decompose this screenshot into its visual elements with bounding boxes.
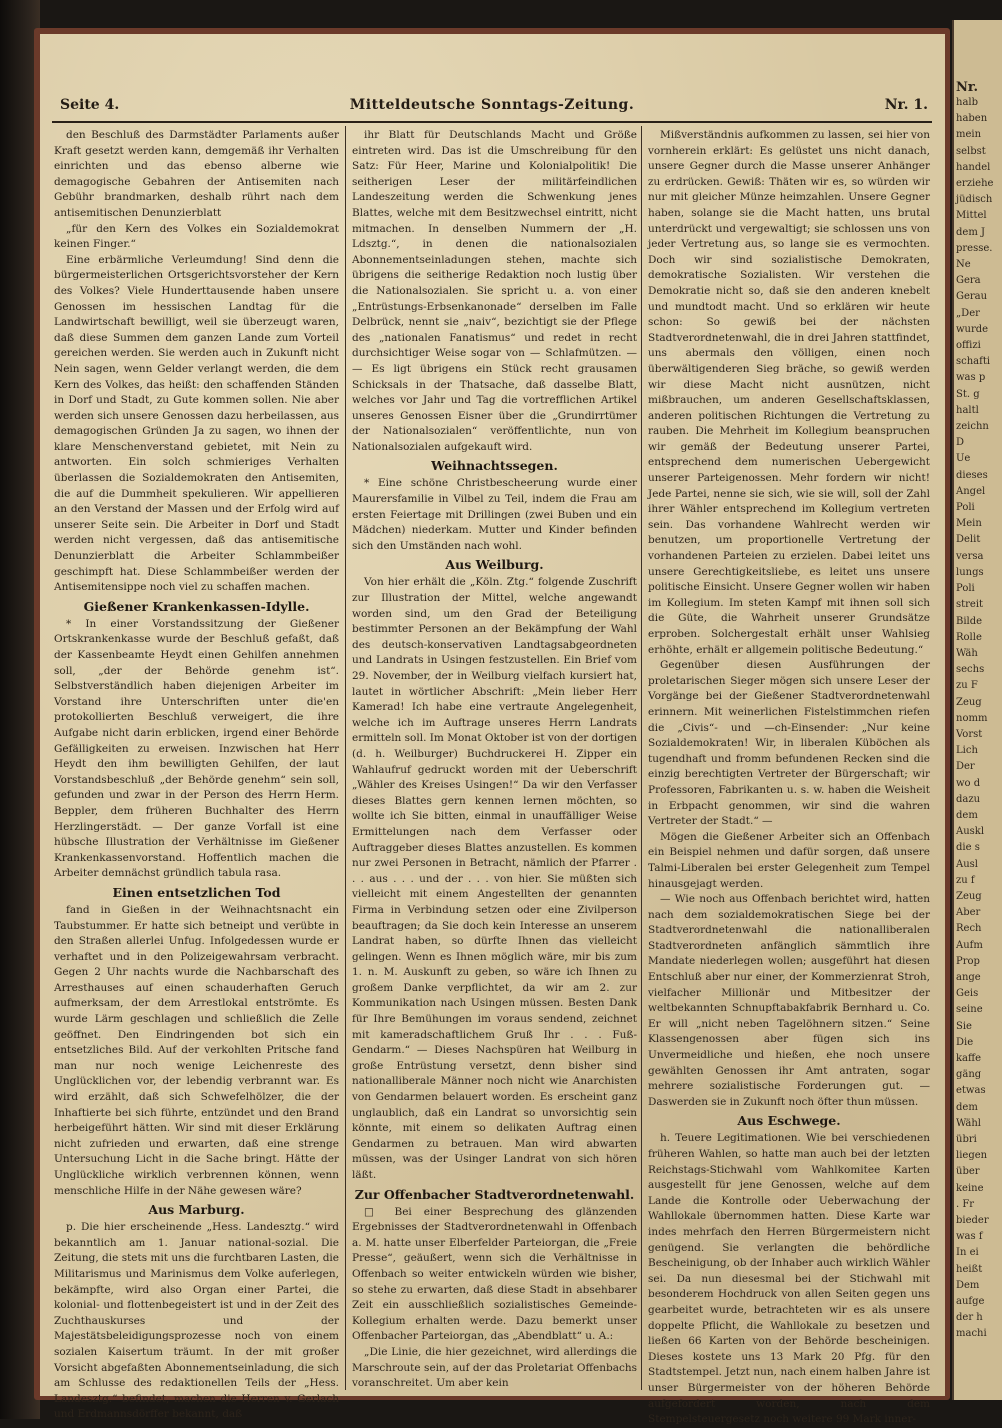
adjacent-page-line: der h	[956, 1312, 983, 1324]
article-paragraph: ihr Blatt für Deutschlands Macht und Größe eintreten wird. Das ist die Umschreibung für den Satz: Für Heer, Marine und Kolonialpolitik! Die seitherigen Leser der militärfeindlichen Landeszeitung werden die Schwenkung jenes Blattes, welche mit dem Besitzwechsel eintritt, nicht mitmachen. In denselben Nummern der „H. Ldsztg.“, in denen die nationalsozialen Abonnementseinladungen stehen, machte sich übrigens die seitherige Redaktion noch lustig über die Nationalsozialen. Sie spricht u. a. von einer „Entrüstungs-Erbsenkanonade“ derselben im Falle Delbrück, nennt sie „naiv“, bezichtigt sie der Pflege des „nationalen Fanatismus“ und redet in recht durchsichtiger Weise sogar von — Schlafmützen. — — Es ligt übrigens ein Stück recht grausamen Schicksals in der Thatsache, daß dasselbe Blatt, welches vor Jahr und Tag die vortrefflichen Artikel unseres Genossen Eisner über die „Grundirrtümer der Nationalsozialen“ veröffentlichte, nun von Nationalsozialen aufgekauft wird.	[352, 129, 637, 453]
adjacent-page-line: zu F	[956, 680, 978, 692]
adjacent-page-line: Aber	[956, 907, 981, 919]
adjacent-page-line: Mittel	[956, 210, 987, 222]
adjacent-page-line: Wäh	[956, 647, 978, 659]
adjacent-page-line: Wähl	[956, 1117, 982, 1129]
adjacent-page-line: Der	[956, 761, 975, 773]
adjacent-page-line: Geis	[956, 988, 979, 1000]
article-paragraph: den Beschluß des Darmstädter Parlaments außer Kraft gesetzt werden kann, demgemäß ihr Verhalten einrichten und das ebenso alberne wie demagogische Gebahren der Antisemiten nach Gebühr brandmarken, deshalb rührt nach dem antisemitischen Denunzierblatt	[54, 129, 339, 219]
newspaper-page	[40, 34, 945, 1426]
issue-number: Nr. 1.	[884, 97, 928, 113]
adjacent-page-line: erziehe	[956, 178, 994, 190]
adjacent-page-line: gäng	[956, 1069, 982, 1081]
article-paragraph: Von hier erhält die „Köln. Ztg.“ folgende Zuschrift zur Illustration der Mittel, welche angewandt worden sind, um den Grad der Beteiligung bestimmter Personen an der Bekämpfung der Wahl des deutsch-konservativen Landtagsabgeordneten und Landrats in Usingen festzustellen. Ein Brief vom 29. November, der in Weilburg vielfach kursiert hat, lautet in wörtlicher Abschrift: „Mein lieber Herr Kamerad! Ich habe eine vertraute Angelegenheit, welche ich im Auftrage unseres Herrn Landrats ermitteln soll. Im Monat Oktober ist von der dortigen (d. h. Weilburger) Buchdruckerei H. Zipper ein Wahlaufruf gedruckt worden mit der Ueberschrift „Wähler des Kreises Usingen!“ Da wir den Verfasser dieses Blattes gern kennen lernen möchten, so wollte ich Sie bitten, einmal in unauffälliger Weise Ermittelungen nach dem Verfasser oder Auftraggeber dieses Blattes anzustellen. Es kommen nur zwei Personen in Betracht, nämlich der Pfarrer . . . aus . . . und der . . . von hier. Sie müßten sich vielleicht mit einem Angestellten der genannten Firma in Verbindung setzen oder eine Zivilperson beauftragen; da Sie doch kein Interesse an unserem Landrat haben, so dürfte Ihnen das vielleicht gelingen. Wenn es Ihnen möglich wäre, mir bis zum 1. n. M. Auskunft zu geben, so wäre ich Ihnen zu großem Danke verpflichtet, da wir am 2. zur Kommunikation nach Usingen müssen. Besten Dank für Ihre Bemühungen im voraus sendend, zeichnet mit kameradschaftlichem Gruß Ihr . . . Fuß-Gendarm.“ — Dieses Nachspüren hat Weilburg in große Entrüstung versetzt, denn bisher sind nationalliberale Männer noch nicht wie Anarchisten von Gendarmen belauert worden. Es erscheint ganz unglaublich, daß ein Landrat so unvorsichtig sein könnte, mit einem so delikaten Auftrag einen Gendarmen zu betrauen. Man wird abwarten müssen, was der Usinger Landrat von sich hören läßt.	[352, 576, 637, 1181]
adjacent-page-line: Zeug	[956, 890, 982, 902]
page-label: Seite 4.	[60, 97, 120, 113]
adjacent-page-line: haltl	[956, 404, 979, 416]
adjacent-page-line: über	[956, 1166, 980, 1178]
adjacent-page-line: Rech	[956, 923, 982, 935]
article-paragraph: fand in Gießen in der Weihnachtsnacht ein Taubstummer. Er hatte sich betneipt und verübte in den Straßen allerlei Unfug. Infolgedessen wurde er verhaftet und in den Polizeigewahrsam verbracht. Gegen 2 Uhr nachts wurde die Nachbarschaft des Arresthauses auf einen schauderhaften Geruch aufmerksam, der dem Arrestlokal entströmte. Es wurde Lärm geschlagen und schließlich die Zelle geöffnet. Den Eindringenden bot sich ein entsetzliches Bild. Auf der verkohlten Pritsche fand man nur noch wenige Leichenreste des Unglücklichen vor, der lebendig verbrannt war. Es wird erzählt, daß sich Schwefelhölzer, die der Inhaftierte bei sich führte, entzündet und den Brand herbeigeführt hätten. Wir sind mit dieser Erklärung nicht zufrieden und erwarten, daß eine strenge Untersuchung Licht in die Sache bringt. Hätte der Unglückliche wirklich verbrennen können, wenn menschliche Hilfe in der Nähe gewesen wäre?	[54, 903, 339, 1197]
adjacent-page-line: Die	[956, 1036, 974, 1048]
article-heading: Aus Eschwege.	[737, 1113, 841, 1129]
article-paragraph: Mißverständnis aufkommen zu lassen, sei hier von vornherein erklärt: Es gelüstet uns nicht danach, unsere Gegner durch die Masse unserer Anhänger zu erdrücken. Gewiß: Thäten wir es, so würden wir nur mit gleicher Münze heimzahlen. Unsere Gegner haben, solange sie die Macht hatten, uns brutal unterdrückt und vergewaltigt; sie schlossen uns von jeder Vertretung aus, so lange sie es vermochten. Doch wir sind sozialistische Demokraten, demokratische Sozialisten. Wir verstehen die Demokratie nicht so, daß sie den anderen knebelt und mundtodt macht. Und so erklären wir heute schon: So gewiß bei der nächsten Stadtverordnetenwahl, die in drei Jahren stattfindet, uns abermals den völligen, einen noch überwältigenderen Sieg bräche, so gewiß werden wir diese Macht nicht ausnützen, nicht mißbrauchen, um anderen Gesellschaftsklassen, anderen politischen Richtungen die Vertretung zu rauben. Die Mehrheit im Kollegium beanspruchen wir gemäß der Bedeutung unserer Partei, entsprechend dem numerischen Uebergewicht unserer Parteigenossen. Mehr fordern wir nicht! Jede Partei, nenne sie sich, wie sie will, soll der Zahl ihrer Wähler entsprechend im Kollegium vertreten sein. Das vorhandene Wahlrecht werden wir benutzen, um proportionelle Vertretung der vorhandenen Parteien zu erzielen. Dabei leitet uns unsere Gerechtigkeitsliebe, es leitet uns unsere politische Einsicht. Unsere Gegner wollen wir haben im Kollegium. Im steten Kampf mit ihnen soll sich die Güte, die Wahrheit unserer Grundsätze erproben. Solchergestalt erhält unser Wahlsieg erhöhte, erhält er allgemein politische Bedeutung.“	[648, 129, 930, 656]
text-column-2	[352, 128, 637, 1390]
adjacent-page-line: St. g	[956, 388, 980, 400]
adjacent-page-line: was p	[956, 372, 986, 384]
article-paragraph: Gegenüber diesen Ausführungen der proletarischen Sieger mögen sich unsere Leser der Vorgänge bei der Gießener Stadtverordnetenwahl erinnern. Mit weinerlichen Fistelstimmchen riefen die „Civis“- und —ch-Einsender: „Nur keine Sozialdemokraten! Wir, in liberalen Küböchen als tugendhaft und fromm befundenen Recken sind die einzig berechtigten Vertreter der Bürgerschaft; wir Professoren, Fabrikanten u. s. w. haben die Weisheit in Erbpacht genommen, wir sind die wahren Vertreter der Stadt.“ —	[648, 659, 930, 828]
adjacent-page-line: streit	[956, 599, 984, 611]
adjacent-page-line: wo d	[956, 777, 981, 789]
adjacent-page-line: Angel	[956, 485, 986, 497]
adjacent-page-line: Ue	[956, 453, 971, 465]
article-heading: Aus Marburg.	[148, 1202, 245, 1218]
adjacent-page-line: Prop	[956, 955, 980, 967]
adjacent-page-line: was f	[956, 1231, 983, 1243]
adjacent-page-line: aufge	[956, 1296, 985, 1308]
adjacent-page-line: Gerau	[956, 291, 988, 303]
adjacent-page-line: dazu	[956, 793, 981, 805]
adjacent-page-line: Poli	[956, 502, 975, 514]
adjacent-page-line: jüdisch	[956, 194, 993, 206]
article-paragraph: h. Teuere Legitimationen. Wie bei verschiedenen früheren Wahlen, so hatte man auch bei der letzten Reichstags-Stichwahl vom Wahlkomitee Karten ausgestellt für jene Genossen, welche auf dem Lande die Kontrolle oder Ueberwachung der Wahllokale übernommen hatten. Diese Karte war indes mehrfach den Herren Bürgermeistern nicht genügend. Sie verlangten die behördliche Bescheinigung, ob der Inhaber auch wirklich Wähler sei. Da nun diesesmal bei der Stichwahl mit besonderem Hochdruck von allen Seiten gegen uns gearbeitet wurde, betrachteten wir es als unsere doppelte Pflicht, die Wahllokale zu besetzen und ließen 66 Karten von der Behörde bescheinigen. Dieses kostete uns 13 Mark 20 Pfg. für den Stadtstempel. Jetzt nun, nach einem halben Jahre ist unser Bürgermeister von der höheren Behörde aufgefordert worden, nach dem Stempelsteuergesetz noch weitere 99 Mark inner-	[648, 1132, 930, 1426]
adjacent-page-line: die s	[956, 842, 980, 854]
adjacent-page-line: dieses	[956, 469, 988, 481]
adjacent-page-line: wurde	[956, 323, 989, 335]
article-heading: Zur Offenbacher Stadtverordnetenwahl.	[354, 1186, 635, 1202]
article-heading: Weihnachtssegen.	[431, 458, 558, 474]
article-heading: Gießener Krankenkassen-Idylle.	[83, 598, 310, 614]
adjacent-page-line: nomm	[956, 712, 988, 724]
column-divider	[345, 126, 346, 1390]
article-paragraph: □ Bei einer Besprechung des glänzenden Ergebnisses der Stadtverordnetenwahl in Offenbach a. M. hatte unser Elberfelder Parteiorgan, die „Freie Presse“, geäußert, wenn sich die Verhältnisse in Offenbach so weiter entwickeln würden wie bisher, so stehe zu erwarten, daß diese Stadt in absehbarer Zeit ein ausschließlich sozialistisches Gemeinde-Kollegium erhalten werde. Dazu bemerkt unser Offenbacher Parteiorgan, das „Abendblatt“ u. A.:	[352, 1205, 637, 1343]
adjacent-page-lines	[954, 95, 1002, 1343]
adjacent-page-line: haben	[956, 113, 988, 125]
adjacent-page-line: keine	[956, 1182, 984, 1194]
adjacent-page-line: seine	[956, 1004, 983, 1016]
adjacent-page-line: liegen	[956, 1150, 988, 1162]
adjacent-page-line: lungs	[956, 566, 984, 578]
article-paragraph: Eine erbärmliche Verleumdung! Sind denn die bürgermeisterlichen Ortsgerichtsvorsteher der Kern des Volkes? Viele Hunderttausende haben unsere Genossen im hessischen Landtag für die Landwirtschaft bewilligt, weil sie überzeugt waren, daß diese Summen dem ganzen Lande zum Vorteil gereichen werden. Sie werden auch in Zukunft nicht Nein sagen, wenn Gelder verlangt werden, die dem Kern des Volkes, das heißt: den schaffenden Ständen in Dorf und Stadt, zu Gute kommen sollen. Nie aber werden sich unsere Genossen dazu herbeilassen, aus demagogischen Gründen Ja zu sagen, wo ihnen der klare Menschenverstand gebietet, mit Nein zu antworten. Ein solch schmieriges Verhalten überlassen die Sozialdemokraten den Antisemiten, die auf die Dummheit spekulieren. Wir appellieren an den Verstand der Massen und der Erfolg wird auf unserer Seite sein. Die Arbeiter in Dorf und Stadt werden nicht vergessen, daß das antisemitische Denunzierblatt die Arbeiter Schlammbeißer geschimpft hat. Diese Schlammbeißer werden der Antisemitensippe noch viel zu schaffen machen.	[54, 253, 339, 594]
adjacent-page-line: selbst	[956, 145, 986, 157]
text-column-1	[54, 128, 339, 1421]
adjacent-page-line: Delit	[956, 534, 981, 546]
adjacent-page-line: schafti	[956, 356, 991, 368]
adjacent-page-line: Bilde	[956, 615, 983, 627]
adjacent-page-line: mein	[956, 129, 982, 141]
adjacent-page-line: dem J	[956, 226, 985, 238]
adjacent-page-line: Aufm	[956, 939, 983, 951]
adjacent-page-line: ange	[956, 971, 981, 983]
adjacent-page-line: halb	[956, 97, 979, 108]
article-paragraph: „Die Linie, die hier gezeichnet, wird allerdings die Marschroute sein, auf der das Proletariat Offenbachs voranschreitet. Um aber kein	[352, 1345, 637, 1390]
adjacent-page-line: heißt	[956, 1263, 983, 1275]
adjacent-page-line: Poli	[956, 583, 975, 595]
text-column-3	[648, 128, 930, 1426]
adjacent-page-line: „Der	[956, 307, 980, 319]
adjacent-page-line: Sie	[956, 1020, 972, 1032]
adjacent-page-line: Lich	[956, 745, 978, 757]
adjacent-page-line: dem	[956, 1101, 978, 1113]
adjacent-page-line: Mein	[956, 518, 982, 530]
adjacent-page-line: Ausl	[956, 858, 978, 870]
article-paragraph: p. Die hier erscheinende „Hess. Landesztg.“ wird bekanntlich am 1. Januar national-sozial. Die Zeitung, die stets mit uns die furchtbaren Lasten, die Militarismus und Marinismus dem Volke auferlegen, bekämpfte, wird also Organ einer Partei, die kolonial- und flottenbegeistert ist und in der Zeit des Zuchthauskurses und der Majestätsbeleidigungsprozesse noch von einem sozialen Kaisertum träumt. In der mit großer Vorsicht abgefaßten Abonnementseinladung, die sich am Schlusse des redaktionellen Teils der „Hess. Landesztg.“ befindet, machen die Herren v. Gerlach und Erdmannsdörffer bekannt, daß	[54, 1221, 339, 1421]
adjacent-page-line: übri	[956, 1134, 977, 1145]
adjacent-page-line: Vorst	[956, 728, 983, 740]
adjacent-page-line: Rolle	[956, 631, 982, 643]
adjacent-page-line: zu f	[956, 874, 975, 886]
column-divider	[641, 126, 642, 1390]
adjacent-page-line: Ne	[956, 259, 971, 271]
page-header	[52, 97, 932, 123]
article-paragraph: „für den Kern des Volkes ein Sozialdemokrat keinen Finger.“	[54, 222, 339, 251]
adjacent-page-line: versa	[956, 550, 984, 562]
adjacent-page-header: Nr.	[956, 80, 979, 95]
adjacent-page-line: handel	[956, 161, 991, 173]
article-heading: Aus Weilburg.	[445, 557, 544, 573]
adjacent-page-line: etwas	[956, 1085, 986, 1097]
adjacent-page-line: machi	[956, 1328, 987, 1340]
adjacent-page-line: Gera	[956, 275, 981, 287]
article-paragraph: — Wie noch aus Offenbach berichtet wird, hatten nach dem sozialdemokratischen Siege bei der Stadtverordnetenwahl die nationalliberalen Stadtverordneten anfänglich sämmtlich ihre Mandate niederlegen wollen; ausgeführt hat diesen Entschluß aber nur einer, der Kommerzienrat Stroh, vielfacher Millionär und Mitbesitzer der weltbekannten Schnupftabakfabrik Bernhard u. Co. Er will „nicht neben Tagelöhnern sitzen.“ Seine Klassengenossen aber fügen sich ins Unvermeidliche und hießen, ehe noch unsere gewählten Genossen ihr Amt antraten, sogar mehrere sozialistische Forderungen gut. — Daswerden sie in Zukunft noch öfter thun müssen.	[648, 893, 930, 1108]
adjacent-page-line: In ei	[956, 1247, 979, 1259]
adjacent-page-line: Dem	[956, 1279, 980, 1291]
article-heading: Einen entsetzlichen Tod	[112, 884, 281, 900]
adjacent-page-line: kaffe	[956, 1052, 982, 1064]
adjacent-page-line: presse.	[956, 242, 993, 254]
adjacent-page-line: D	[956, 437, 965, 449]
adjacent-page-line: zeichn	[956, 421, 989, 433]
adjacent-page-fragment	[952, 20, 1002, 1400]
adjacent-page-line: sechs	[956, 664, 985, 676]
adjacent-page-line: Auskl	[956, 826, 985, 838]
adjacent-page-line: dem	[956, 809, 978, 821]
article-paragraph: * Eine schöne Christbescheerung wurde einer Maurersfamilie in Vilbel zu Teil, indem die Frau am ersten Feiertage mit Drillingen (zwei Buben und ein Mädchen) niederkam. Mutter und Kinder befinden sich den Umständen nach wohl.	[352, 477, 637, 552]
adjacent-page-line: offizi	[956, 340, 981, 352]
adjacent-page-line: bieder	[956, 1215, 989, 1227]
article-paragraph: Mögen die Gießener Arbeiter sich an Offenbach ein Beispiel nehmen und dafür sorgen, daß unsere Talmi-Liberalen bei erster Gelegenheit zum Tempel hinausgejagt werden.	[648, 830, 930, 890]
adjacent-page-line: Zeug	[956, 696, 982, 708]
adjacent-page-line: . Fr	[956, 1198, 975, 1210]
newspaper-title: Mitteldeutsche Sonntags-Zeitung.	[349, 97, 635, 113]
article-paragraph: * In einer Vorstandssitzung der Gießener Ortskrankenkasse wurde der Beschluß gefaßt, daß der Kassenbeamte Heydt einen Gehilfen annehmen soll, „der der Behörde genehm ist“. Selbstverständlich haben diejenigen Arbeiter im Vorstand ihre Unterschriften unter die'en protokollierten Beschluß verweigert, die ihre Aufgabe nicht darin erblicken, irgend einer Behörde Gefälligkeiten zu erweisen. Inzwischen hat Herr Heydt den ihm bewilligten Gehilfen, der laut Vorstandsbeschluß „der Behörde genehm“ sein soll, gefunden und zwar in der Person des Herrn Herm. Beppler, dem früheren Buchhalter des Herrn Herzlingerstädt. — Der ganze Vorfall ist eine hübsche Illustration der Verhältnisse im Gießener Krankenkassenvorstand. Hoffentlich machen die Arbeiter demnächst gründlich tabula rasa.	[54, 617, 339, 880]
